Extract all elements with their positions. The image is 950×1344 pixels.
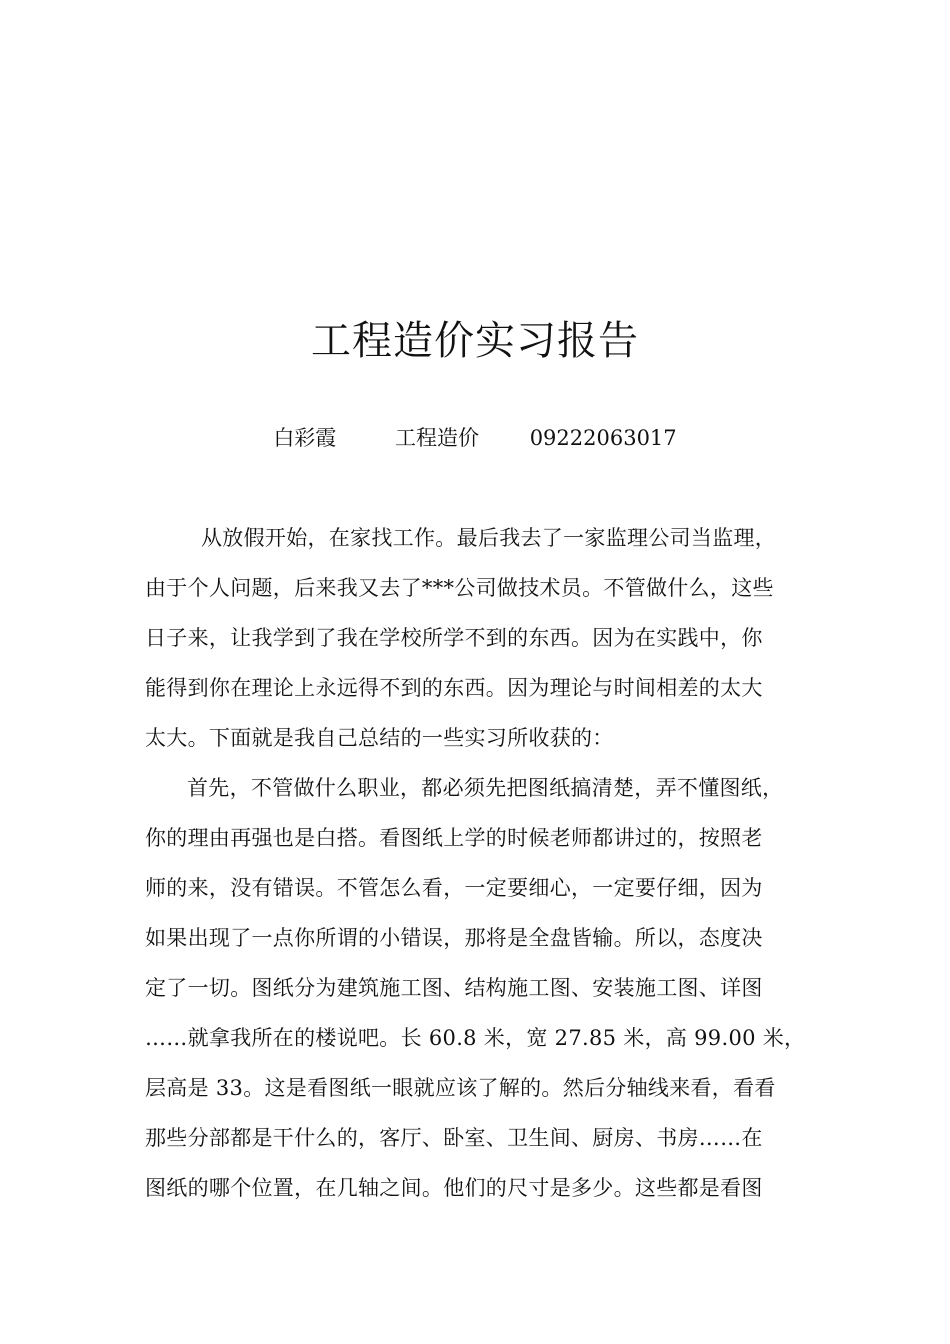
report-body: [145, 518, 825, 1218]
author-info-line: [0, 420, 950, 456]
text-line: ……就拿我所在的楼说吧。长 60.8 米，宽 27.85 米，高 99.00 米，: [145, 1026, 806, 1050]
text-line: 图纸的哪个位置，在几轴之间。他们的尺寸是多少。这些都是看图: [145, 1176, 763, 1200]
text-line: 定了一切。图纸分为建筑施工图、结构施工图、安装施工图、详图: [145, 976, 763, 1000]
text-line: 那些分部都是干什么的，客厅、卧室、卫生间、厨房、书房……在: [145, 1126, 763, 1150]
text-line: 能得到你在理论上永远得不到的东西。因为理论与时间相差的太大: [145, 676, 763, 700]
text-line: 师的来，没有错误。不管怎么看，一定要细心，一定要仔细，因为: [145, 876, 763, 900]
author-name: 白彩霞: [273, 426, 337, 450]
major-name: 工程造价: [395, 426, 479, 450]
text-line: 从放假开始，在家找工作。最后我去了一家监理公司当监理，: [201, 526, 777, 550]
text-line: 太大。下面就是我自己总结的一些实习所收获的：: [145, 726, 614, 750]
text-line: 层高是 33。这是看图纸一眼就应该了解的。然后分轴线来看，看看: [145, 1076, 776, 1100]
text-line: 你的理由再强也是白搭。看图纸上学的时候老师都讲过的，按照老: [145, 826, 763, 850]
text-line: 如果出现了一点你所谓的小错误，那将是全盘皆输。所以，态度决: [145, 926, 763, 950]
text-line: 日子来，让我学到了我在学校所学不到的东西。因为在实践中，你: [145, 626, 763, 650]
student-id: 09222063017: [529, 426, 677, 450]
text-line: 由于个人问题，后来我又去了***公司做技术员。不管做什么，这些: [145, 576, 774, 600]
text-line: 首先，不管做什么职业，都必须先把图纸搞清楚，弄不懂图纸，: [187, 776, 784, 800]
report-title: 工程造价实习报告: [311, 318, 639, 364]
